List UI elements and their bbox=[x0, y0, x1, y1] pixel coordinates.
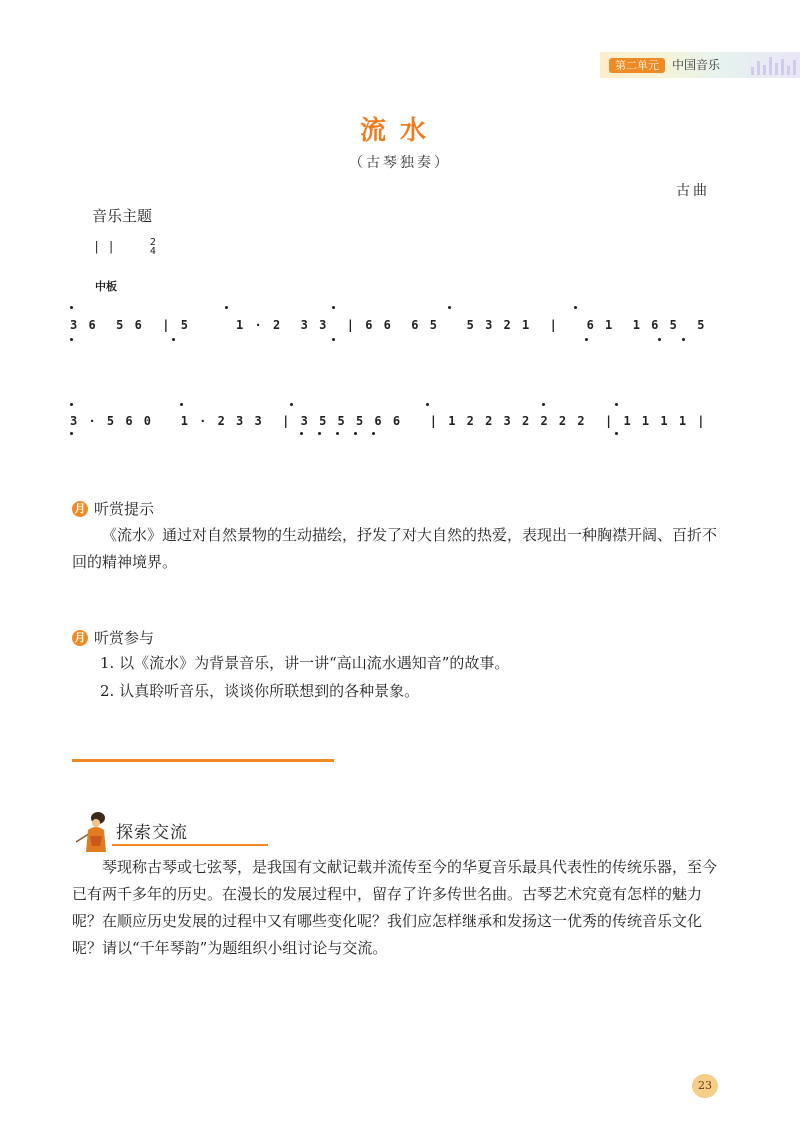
musician-figure-icon bbox=[76, 812, 112, 856]
unit-name: 中国音乐 bbox=[672, 58, 721, 72]
time-signature-bottom: 4 bbox=[149, 246, 156, 257]
listening-tips-heading bbox=[72, 498, 154, 519]
time-signature-top: 2 bbox=[149, 237, 156, 248]
notation-dots-below-2 bbox=[70, 432, 730, 438]
participation-item: 1. 以《流水》为背景音乐，讲一讲“高山流水遇知音”的故事。 bbox=[100, 654, 510, 672]
composer: 古曲 bbox=[676, 183, 710, 199]
participation-title: 听赏参与 bbox=[94, 629, 155, 647]
notation-line-2: 3 · 5 6 0 1 · 2 3 3 | 3 5 5 5 6 6 | 1 2 2 3 2 2 2 2 | 1 1 1 1 | bbox=[70, 414, 707, 428]
unit-badge: 第二单元 bbox=[609, 58, 665, 73]
listening-tips-title: 听赏提示 bbox=[94, 500, 155, 518]
notation-dots-above-1 bbox=[70, 306, 730, 312]
notation-dots-above-2 bbox=[70, 403, 730, 409]
explore-heading bbox=[72, 812, 272, 860]
notation-dots-below-1 bbox=[70, 338, 730, 344]
explore-text: 琴现称古琴或七弦琴，是我国有文献记载并流传至今的华夏音乐最具代表性的传统乐器，至今已有两千多年的历史。在漫长的发展过程中，留存了许多传世名曲。古琴艺术究竟有怎样的魅力呢？在顺应历史发展的过程中又有哪些变化呢？我们应怎样继承和发扬这一优秀的传统音乐文化呢？请以“千年琴韵”为题组织小组讨论与交流。 bbox=[72, 858, 718, 957]
explore-underline bbox=[112, 844, 268, 846]
meter-marks: | | bbox=[93, 239, 115, 254]
participation-item: 2. 认真聆听音乐，谈谈你所联想到的各种景象。 bbox=[100, 682, 420, 700]
explore-title: 探索交流 bbox=[116, 823, 188, 843]
music-note-badge-icon: 月 bbox=[72, 501, 88, 517]
song-subtitle: （古琴独奏） bbox=[349, 155, 451, 171]
equalizer-decoration-icon bbox=[751, 55, 796, 75]
listening-tips-text: 《流水》通过对自然景物的生动描绘，抒发了对大自然的热爱，表现出一种胸襟开阔、百折不回的精神境界。 bbox=[72, 526, 718, 571]
song-title: 流水 bbox=[359, 116, 440, 146]
music-theme-label: 音乐主题 bbox=[92, 207, 153, 225]
section-divider bbox=[72, 759, 334, 762]
page-number: 23 bbox=[692, 1074, 718, 1098]
notation-line-1: 3 6 5 6 | 5 1 · 2 3 3 | 6 6 6 5 5 3 2 1 | 6 1 1 6 5 5 bbox=[70, 318, 707, 332]
time-signature bbox=[150, 238, 156, 256]
meter-signature bbox=[93, 238, 156, 256]
tempo-marking: 中板 bbox=[95, 280, 117, 293]
participation-heading bbox=[72, 627, 154, 648]
music-note-badge-icon: 月 bbox=[72, 630, 88, 646]
